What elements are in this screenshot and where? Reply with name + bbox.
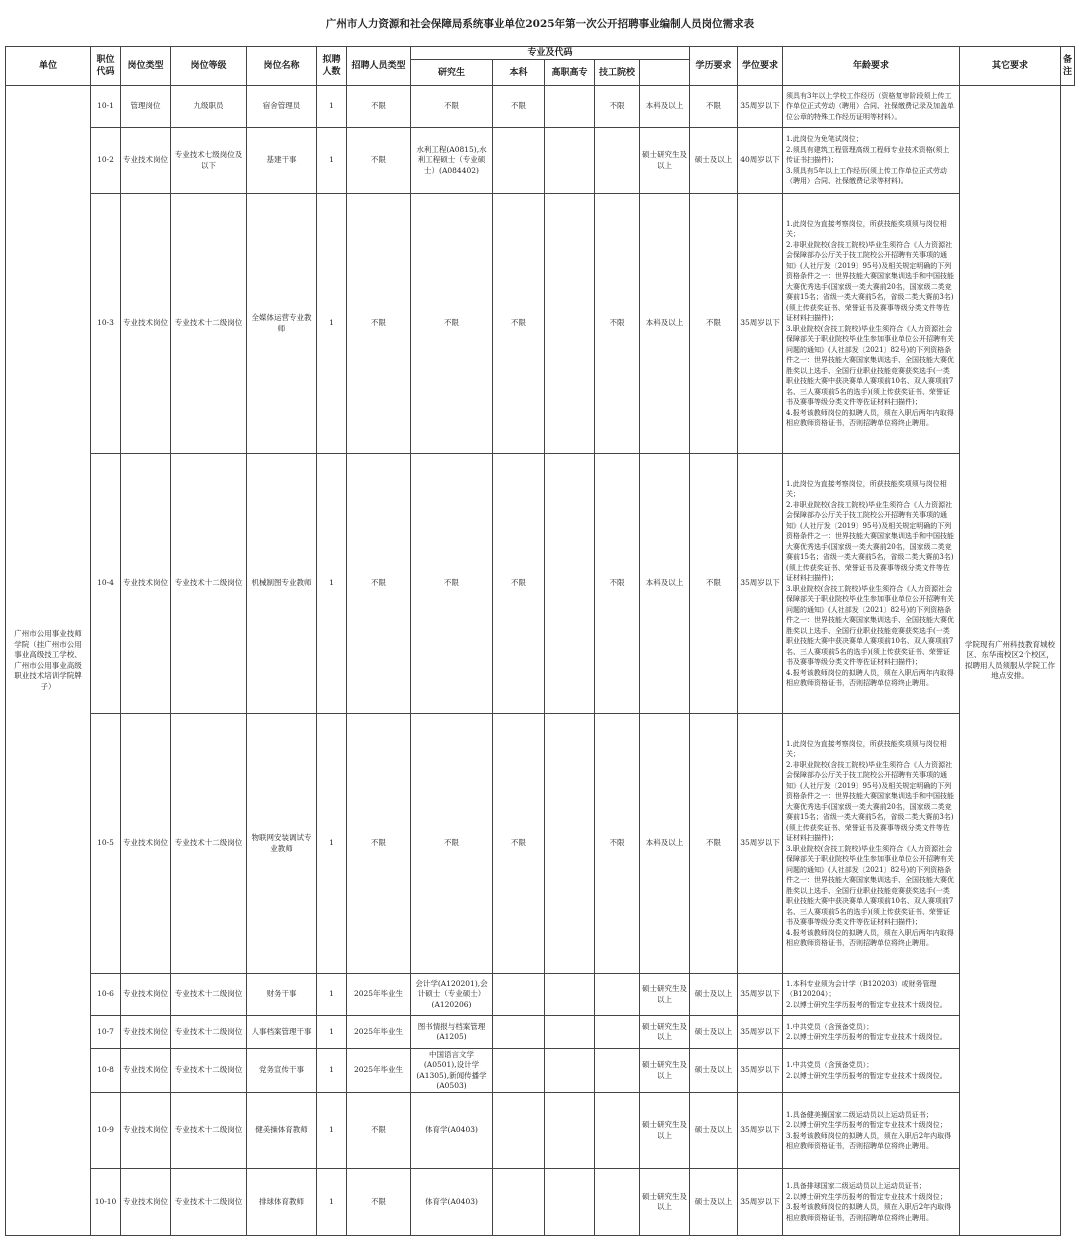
cell-undergrad: 不限 (493, 454, 545, 714)
cell-count: 1 (317, 1169, 347, 1236)
requirement-line: 1.此岗位为直接考察岗位，所获技能奖项须与岗位相关； (786, 219, 947, 238)
cell-grad: 体育学(A0403) (411, 1093, 493, 1169)
cell-vocational (545, 1093, 595, 1169)
cell-age: 35周岁以下 (738, 1049, 783, 1093)
requirement-line: 1.中共党员（含预备党员）； (786, 1061, 874, 1069)
cell-vocational (545, 714, 595, 974)
cell-undergrad (493, 1093, 545, 1169)
cell-count: 1 (317, 128, 347, 194)
cell-code: 10-9 (91, 1093, 121, 1169)
cell-target: 不限 (347, 194, 411, 454)
cell-edu: 硕士研究生及以上 (640, 128, 690, 194)
cell-type: 专业技术岗位 (121, 1093, 171, 1169)
cell-name: 排球体育教师 (247, 1169, 317, 1236)
cell-age: 35周岁以下 (738, 86, 783, 128)
header-code: 职位代码 (91, 47, 121, 86)
header-remark: 备注 (1061, 47, 1075, 86)
cell-target: 不限 (347, 714, 411, 974)
cell-edu: 本科及以上 (640, 86, 690, 128)
cell-grade: 专业技术十二级岗位 (171, 714, 247, 974)
header-major-group: 专业及代码 (411, 47, 690, 60)
cell-technical (595, 1049, 640, 1093)
cell-undergrad (493, 128, 545, 194)
requirement-line: 2.须具有建筑工程管理高级工程师专业技术资格(须上传证书扫描件)； (786, 145, 950, 165)
requirement-line: 2.非职业院校(含技工院校)毕业生须符合《人力资源社会保障部办公厅关于技工院校公开招聘有关事项的通知》(人社厅发〔2019〕95号)及相关规定明确的下列资格条件之一：世界技能大赛国家集训选手和中国技能大赛优秀选手(国家级一类大赛前20名，国家级二类竞赛前15名；省级一类大赛前5名，省级二类大赛前3名)(须上传获奖证书、荣誉证书及赛事等级分类文件等佐证材料扫描件)； (786, 240, 955, 322)
cell-code: 10-1 (91, 86, 121, 128)
requirement-line: 3.须具有5年以上工作经历(须上传工作单位正式劳动（聘用）合同、社保缴费记录等材料)。 (786, 166, 947, 186)
cell-other (783, 194, 960, 454)
cell-count: 1 (317, 86, 347, 128)
cell-age: 35周岁以下 (738, 1093, 783, 1169)
cell-vocational (545, 1049, 595, 1093)
cell-type: 专业技术岗位 (121, 128, 171, 194)
cell-grade: 专业技术十二级岗位 (171, 974, 247, 1016)
header-age: 年龄要求 (783, 47, 960, 86)
cell-grad: 中国语言文学(A0501),设计学(A1305),新闻传播学(A0503) (411, 1049, 493, 1093)
cell-grade: 专业技术十二级岗位 (171, 1049, 247, 1093)
requirement-line: 3.职业院校(含技工院校)毕业生须符合《人力资源社会保障部关于职业院校毕业生参加事业单位公开招聘有关问题的通知》(人社部发〔2021〕82号)的下列资格条件之一：世界技能大赛国家集训选手、全国技能大赛优胜奖以上选手、全国行业职业技能竞赛获奖选手(一类职业技能大赛中获决赛单人赛项前10名、双人赛项前7名、三人赛项前5名的选手)(须上传获奖证书、荣誉证书及赛事等级分类文件等佐证材料扫描件)； (786, 324, 955, 406)
cell-type: 专业技术岗位 (121, 194, 171, 454)
requirement-line: 2.以博士研究生学历报考的暂定专业技术十级岗位。 (786, 1000, 947, 1009)
cell-edu: 硕士研究生及以上 (640, 1093, 690, 1169)
cell-vocational (545, 1016, 595, 1049)
cell-code: 10-6 (91, 974, 121, 1016)
requirement-line: 2.以博士研究生学历报考的暂定专业技术十级岗位； (786, 1121, 947, 1129)
table-row (6, 128, 1075, 194)
cell-degree: 硕士及以上 (690, 974, 738, 1016)
cell-degree: 硕士及以上 (690, 1093, 738, 1169)
requirement-line: 3.报考该教师岗位的拟聘人员，须在入职后2年内取得相应教师资格证书，否则招聘单位将终止聘用。 (786, 1131, 952, 1150)
cell-undergrad: 不限 (493, 714, 545, 974)
header-unit: 单位 (6, 47, 91, 86)
cell-technical (595, 1093, 640, 1169)
cell-grad: 不限 (411, 194, 493, 454)
cell-edu: 硕士研究生及以上 (640, 1016, 690, 1049)
cell-grad: 会计学(A120201),会计硕士（专业硕士）(A120206) (411, 974, 493, 1016)
header-edu: 学历要求 (690, 47, 738, 86)
cell-other (783, 974, 960, 1016)
header-technical: 技工院校 (595, 60, 640, 86)
cell-grad: 不限 (411, 86, 493, 128)
cell-other (783, 86, 960, 128)
requirement-line: 1.具备排球国家二级运动员以上运动员证书； (786, 1182, 926, 1190)
requirement-line: 4.报考该教师岗位的拟聘人员，须在入职后两年内取得相应教师资格证书，否则招聘单位将终止聘用。 (786, 668, 954, 687)
cell-technical: 不限 (595, 714, 640, 974)
cell-degree: 不限 (690, 194, 738, 454)
cell-name: 全媒体运营专业教师 (247, 194, 317, 454)
requirement-line: 3.职业院校(含技工院校)毕业生须符合《人力资源社会保障部关于职业院校毕业生参加事业单位公开招聘有关问题的通知》(人社部发〔2021〕82号)的下列资格条件之一：世界技能大赛国家集训选手、全国技能大赛优胜奖以上选手、全国行业职业技能竞赛获奖选手(一类职业技能大赛中获决赛单人赛项前10名、双人赛项前7名、三人赛项前5名的选手)(须上传获奖证书、荣誉证书及赛事等级分类文件等佐证材料扫描件)； (786, 844, 955, 926)
cell-target: 不限 (347, 86, 411, 128)
cell-type: 专业技术岗位 (121, 1016, 171, 1049)
cell-other (783, 1093, 960, 1169)
cell-technical (595, 1016, 640, 1049)
cell-other (783, 454, 960, 714)
cell-name: 人事档案管理干事 (247, 1016, 317, 1049)
table-row (6, 1169, 1075, 1236)
cell-grade: 专业技术十二级岗位 (171, 1093, 247, 1169)
cell-age: 35周岁以下 (738, 1016, 783, 1049)
cell-edu: 硕士研究生及以上 (640, 1169, 690, 1236)
cell-grad: 不限 (411, 454, 493, 714)
cell-code: 10-7 (91, 1016, 121, 1049)
table-row (6, 714, 1075, 974)
cell-other (783, 1169, 960, 1236)
cell-target: 不限 (347, 1169, 411, 1236)
header-count: 拟聘人数 (317, 47, 347, 86)
cell-age: 35周岁以下 (738, 194, 783, 454)
cell-code: 10-3 (91, 194, 121, 454)
table-row (6, 1093, 1075, 1169)
cell-vocational (545, 128, 595, 194)
cell-undergrad: 不限 (493, 86, 545, 128)
requirement-line: 4.报考该教师岗位的拟聘人员，须在入职后两年内取得相应教师资格证书，否则招聘单位将终止聘用。 (786, 928, 954, 947)
requirement-line: 2.非职业院校(含技工院校)毕业生须符合《人力资源社会保障部办公厅关于技工院校公开招聘有关事项的通知》(人社厅发〔2019〕95号)及相关规定明确的下列资格条件之一：世界技能大赛国家集训选手和中国技能大赛优秀选手(国家级一类大赛前20名，国家级二类竞赛前15名；省级一类大赛前5名，省级二类大赛前3名)(须上传获奖证书、荣誉证书及赛事等级分类文件等佐证材料扫描件)； (786, 500, 955, 582)
cell-target: 2025年毕业生 (347, 974, 411, 1016)
cell-grade: 专业技术十二级岗位 (171, 454, 247, 714)
cell-grade: 专业技术七级岗位及以下 (171, 128, 247, 194)
table-row (6, 1016, 1075, 1049)
cell-grade: 专业技术十二级岗位 (171, 1016, 247, 1049)
requirement-line: 须具有3年以上学校工作经历（资格复审阶段须上传工作单位正式劳动（聘用）合同、社保缴费记录及加盖单位公章的特殊工作经历证明等材料）。 (786, 91, 955, 121)
cell-age: 40周岁以下 (738, 128, 783, 194)
cell-grad: 水利工程(A0815),水利工程硕士（专业硕士）(A084402) (411, 128, 493, 194)
cell-target: 不限 (347, 454, 411, 714)
cell-target: 不限 (347, 1093, 411, 1169)
cell-edu: 硕士研究生及以上 (640, 1049, 690, 1093)
cell-undergrad (493, 1016, 545, 1049)
cell-degree: 不限 (690, 86, 738, 128)
cell-technical: 不限 (595, 86, 640, 128)
cell-other (783, 1049, 960, 1093)
cell-code: 10-4 (91, 454, 121, 714)
cell-target: 2025年毕业生 (347, 1049, 411, 1093)
recruitment-table (5, 46, 1075, 1236)
cell-type: 专业技术岗位 (121, 714, 171, 974)
header-vocational: 高职高专 (545, 60, 595, 86)
table-row (6, 1049, 1075, 1093)
header-grad: 研究生 (411, 60, 493, 86)
cell-code: 10-8 (91, 1049, 121, 1093)
cell-age: 35周岁以下 (738, 1169, 783, 1236)
cell-name: 党务宣传干事 (247, 1049, 317, 1093)
cell-undergrad (493, 1169, 545, 1236)
cell-technical (595, 1169, 640, 1236)
requirement-line: 4.报考该教师岗位的拟聘人员，须在入职后两年内取得相应教师资格证书，否则招聘单位将终止聘用。 (786, 408, 954, 427)
cell-grade: 专业技术十二级岗位 (171, 1169, 247, 1236)
requirement-line: 2.非职业院校(含技工院校)毕业生须符合《人力资源社会保障部办公厅关于技工院校公开招聘有关事项的通知》(人社厅发〔2019〕95号)及相关规定明确的下列资格条件之一：世界技能大赛国家集训选手和中国技能大赛优秀选手(国家级一类大赛前20名，国家级二类竞赛前15名；省级一类大赛前5名，省级二类大赛前3名)(须上传获奖证书、荣誉证书及赛事等级分类文件等佐证材料扫描件)； (786, 760, 955, 842)
cell-vocational (545, 86, 595, 128)
table-row (6, 86, 1075, 128)
cell-undergrad (493, 974, 545, 1016)
requirement-line: 1.此岗位为免笔试岗位； (786, 135, 863, 144)
cell-degree: 不限 (690, 714, 738, 974)
cell-undergrad: 不限 (493, 194, 545, 454)
cell-other (783, 1016, 960, 1049)
cell-vocational (545, 1169, 595, 1236)
requirement-line: 3.报考该教师岗位的拟聘人员，须在入职后2年内取得相应教师资格证书，否则招聘单位将终止聘用。 (786, 1203, 952, 1222)
cell-count: 1 (317, 1049, 347, 1093)
cell-age: 35周岁以下 (738, 974, 783, 1016)
cell-vocational (545, 194, 595, 454)
cell-type: 专业技术岗位 (121, 454, 171, 714)
cell-grad: 体育学(A0403) (411, 1169, 493, 1236)
cell-technical (595, 974, 640, 1016)
cell-degree: 硕士及以上 (690, 1016, 738, 1049)
cell-grade: 专业技术十二级岗位 (171, 194, 247, 454)
cell-degree: 不限 (690, 454, 738, 714)
unit-cell: 广州市公用事业技师学院（挂广州市公用事业高级技工学校、广州市公用事业高级职业技术培训学院牌子） (6, 86, 91, 1236)
cell-grad: 不限 (411, 714, 493, 974)
cell-technical: 不限 (595, 454, 640, 714)
cell-grad: 图书情报与档案管理(A1205) (411, 1016, 493, 1049)
cell-edu: 硕士研究生及以上 (640, 974, 690, 1016)
cell-name: 机械制图专业教师 (247, 454, 317, 714)
cell-other (783, 128, 960, 194)
cell-name: 财务干事 (247, 974, 317, 1016)
header-type: 岗位类型 (121, 47, 171, 86)
cell-type: 管理岗位 (121, 86, 171, 128)
requirement-line: 2.以博士研究生学历报考的暂定专业技术十级岗位。 (786, 1071, 947, 1080)
requirement-line: 3.职业院校(含技工院校)毕业生须符合《人力资源社会保障部关于职业院校毕业生参加事业单位公开招聘有关问题的通知》(人社部发〔2021〕82号)的下列资格条件之一：世界技能大赛国家集训选手、全国技能大赛优胜奖以上选手、全国行业职业技能竞赛获奖选手(一类职业技能大赛中获决赛单人赛项前10名、双人赛项前7名、三人赛项前5名的选手)(须上传获奖证书、荣誉证书及赛事等级分类文件等佐证材料扫描件)； (786, 584, 955, 666)
cell-name: 基建干事 (247, 128, 317, 194)
table-row (6, 194, 1075, 454)
requirement-line: 1.本科专业须为会计学（B120203）或财务管理（B120204）； (786, 979, 937, 999)
requirement-line: 1.此岗位为直接考察岗位，所获技能奖项须与岗位相关； (786, 739, 947, 758)
page-title: 广州市人力资源和社会保障局系统事业单位2025年第一次公开招聘事业编制人员岗位需求表 (325, 18, 755, 30)
cell-grade: 九级职员 (171, 86, 247, 128)
cell-age: 35周岁以下 (738, 714, 783, 974)
cell-count: 1 (317, 194, 347, 454)
cell-degree: 硕士及以上 (690, 1169, 738, 1236)
cell-degree: 硕士及以上 (690, 1049, 738, 1093)
cell-age: 35周岁以下 (738, 454, 783, 714)
cell-type: 专业技术岗位 (121, 1169, 171, 1236)
cell-code: 10-5 (91, 714, 121, 974)
header-name: 岗位名称 (247, 47, 317, 86)
header-undergrad: 本科 (493, 60, 545, 86)
cell-code: 10-2 (91, 128, 121, 194)
cell-vocational (545, 454, 595, 714)
cell-count: 1 (317, 1016, 347, 1049)
requirement-line: 2.以博士研究生学历报考的暂定专业技术十级岗位； (786, 1192, 947, 1201)
requirement-line: 2.以博士研究生学历报考的暂定专业技术十级岗位。 (786, 1033, 947, 1041)
cell-type: 专业技术岗位 (121, 1049, 171, 1093)
cell-technical: 不限 (595, 194, 640, 454)
cell-count: 1 (317, 454, 347, 714)
cell-edu: 本科及以上 (640, 714, 690, 974)
cell-count: 1 (317, 974, 347, 1016)
requirement-line: 1.中共党员（含预备党员）； (786, 1022, 874, 1031)
cell-count: 1 (317, 1093, 347, 1169)
table-row (6, 974, 1075, 1016)
header-target: 招聘人员类型 (347, 47, 411, 86)
cell-name: 物联网安装调试专业教师 (247, 714, 317, 974)
table-row (6, 454, 1075, 714)
cell-type: 专业技术岗位 (121, 974, 171, 1016)
cell-other (783, 714, 960, 974)
cell-edu: 本科及以上 (640, 194, 690, 454)
cell-name: 宿舍管理员 (247, 86, 317, 128)
cell-code: 10-10 (91, 1169, 121, 1236)
cell-target: 2025年毕业生 (347, 1016, 411, 1049)
header-degree: 学位要求 (738, 47, 783, 86)
requirement-line: 1.具备健美操国家二级运动员以上运动员证书； (786, 1110, 933, 1119)
header-other: 其它要求 (960, 47, 1061, 86)
cell-target: 不限 (347, 128, 411, 194)
cell-count: 1 (317, 714, 347, 974)
cell-technical (595, 128, 640, 194)
cell-vocational (545, 974, 595, 1016)
requirement-line: 1.此岗位为直接考察岗位，所获技能奖项须与岗位相关； (786, 479, 947, 498)
cell-degree: 硕士及以上 (690, 128, 738, 194)
remark-cell: 学院现有广州科技教育城校区、东华南校区2个校区，拟聘用人员须服从学院工作地点安排。 (960, 86, 1061, 1236)
cell-edu: 本科及以上 (640, 454, 690, 714)
cell-undergrad (493, 1049, 545, 1093)
cell-name: 健美操体育教师 (247, 1093, 317, 1169)
header-grade: 岗位等级 (171, 47, 247, 86)
